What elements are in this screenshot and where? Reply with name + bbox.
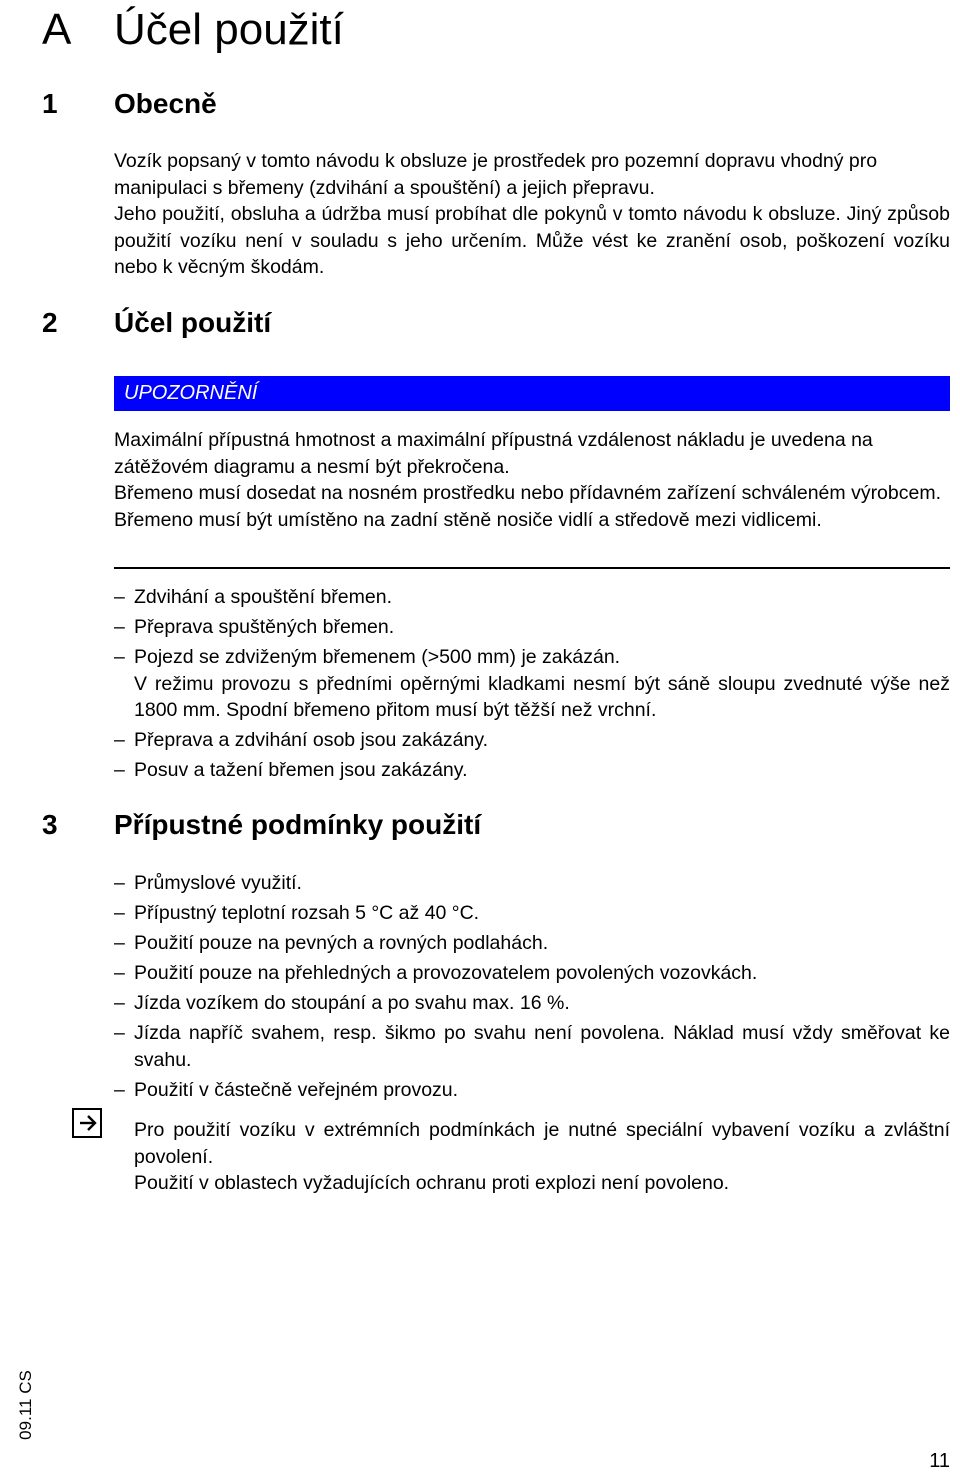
section-2-number: 2	[42, 307, 58, 338]
list-item-note: V režimu provozu s předními opěrnými kladkami nesmí být sáně sloupu zvednuté výše než 1800 mm. Spodní břemeno přitom musí být těžší než vrchní.	[134, 672, 950, 721]
section-2-title: Účel použití	[114, 307, 272, 338]
list-dash: –	[114, 1078, 125, 1101]
list-dash: –	[114, 992, 125, 1014]
page-number: 11	[929, 1450, 950, 1472]
list-item: – Zdvihání a spouštění břemen.	[114, 584, 950, 611]
list-item: – Pojezd se zdviženým břemenem (>500 mm) je zakázán. V režimu provozu s předními opěrnými kladkami nesmí být sáně sloupu zvednuté výše než 1800 mm. Spodní břemeno přitom musí být těžší než vrchní.	[114, 644, 950, 724]
section-3-number: 3	[42, 809, 58, 840]
chapter-title: Účel použití	[114, 5, 344, 54]
section-1-title: Obecně	[114, 88, 217, 119]
list-item: – Použití v částečně veřejném provozu.	[114, 1077, 950, 1104]
notice-paragraph: Maximální přípustná hmotnost a maximální přípustná vzdálenost nákladu je uvedena na zátěžovém diagramu a nesmí být překročena.	[114, 429, 873, 478]
list-dash: –	[114, 729, 125, 751]
list-dash: –	[114, 586, 125, 608]
notice-banner	[114, 376, 950, 411]
notice-divider	[114, 567, 950, 569]
notice-label: UPOZORNĚNÍ	[124, 382, 258, 404]
notice-paragraph: Břemeno musí být umístěno na zadní stěně nosiče vidlí a středově mezi vidlicemi.	[114, 508, 822, 531]
list-item: – Jízda vozíkem do stoupání a po svahu max. 16 %.	[114, 990, 950, 1017]
list-dash: –	[114, 616, 125, 638]
document-code: 09.11 CS	[15, 1370, 35, 1440]
list-item: – Přeprava a zdvihání osob jsou zakázány.	[114, 727, 950, 754]
section-1-paragraph: Vozík popsaný v tomto návodu k obsluze je prostředek pro pozemní dopravu vhodný pro manipulaci s břemeny (zdvihání a spouštění) a jejich přepravu.	[114, 150, 878, 199]
list-item: – Přípustný teplotní rozsah 5 °C až 40 °C.	[114, 900, 950, 927]
hint-paragraph: Použití v oblastech vyžadujících ochranu proti explozi není povoleno.	[134, 1172, 730, 1194]
list-dash: –	[114, 962, 125, 984]
notice-paragraph: Břemeno musí dosedat na nosném prostředku nebo přídavném zařízení schváleném výrobcem.	[114, 482, 942, 504]
list-dash: –	[114, 1022, 125, 1044]
list-dash: –	[114, 646, 125, 668]
list-dash: –	[114, 759, 125, 781]
chapter-letter: A	[42, 5, 72, 54]
section-1-body	[114, 148, 950, 281]
list-dash: –	[114, 932, 125, 954]
list-item: – Použití pouze na přehledných a provozovatelem povolených vozovkách.	[114, 960, 950, 987]
list-item: – Průmyslové využití.	[114, 870, 950, 897]
list-dash: –	[114, 872, 125, 894]
list-dash: –	[114, 902, 125, 924]
section-1-number: 1	[42, 88, 58, 119]
hint-paragraph: Pro použití vozíku v extrémních podmínkách je nutné speciální vybavení vozíku a zvláštní povolení.	[134, 1119, 950, 1168]
hint-text	[134, 1117, 950, 1197]
section-2-list	[114, 584, 950, 784]
list-item: – Posuv a tažení břemen jsou zakázány.	[114, 757, 950, 784]
arrow-right-icon	[72, 1108, 102, 1138]
section-1-paragraph: Jeho použití, obsluha a údržba musí probíhat dle pokynů v tomto návodu k obsluze. Jiný způsob použití vozíku není v souladu s jeho určením. Může vést ke zranění osob, poškození vozíku nebo k věcným škodám.	[114, 203, 950, 278]
section-3-list	[114, 870, 950, 1103]
list-item: – Přeprava spuštěných břemen.	[114, 614, 950, 641]
section-3-title: Přípustné podmínky použití	[114, 809, 482, 840]
list-item: – Použití pouze na pevných a rovných podlahách.	[114, 930, 950, 957]
list-item: – Jízda napříč svahem, resp. šikmo po svahu není povolena. Náklad musí vždy směřovat ke svahu.	[114, 1022, 950, 1071]
notice-body	[114, 427, 950, 533]
